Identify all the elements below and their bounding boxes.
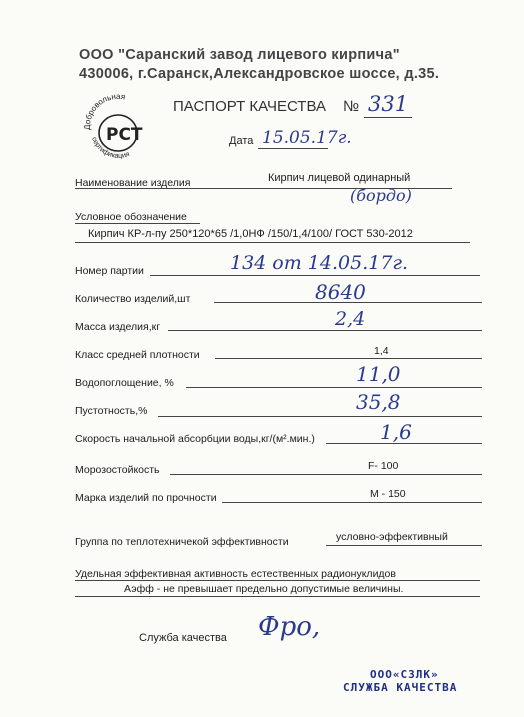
density-class-label: Класс средней плотности [75, 349, 200, 361]
stamp-line-2: СЛУЖБА КАЧЕСТВА [343, 681, 458, 694]
company-address: 430006, г.Саранск,Александровское шоссе, д.35. [79, 66, 440, 82]
passport-number: 331 [368, 92, 409, 116]
rst-logo-icon [80, 94, 156, 164]
logo-mark: РСТ [106, 125, 143, 145]
product-name-label: Наименование изделия [75, 177, 191, 189]
mass-label: Масса изделия,кг [75, 321, 161, 333]
batch-label: Номер партии [75, 265, 144, 277]
product-color-note: (бордо) [350, 186, 412, 205]
stamp-line-1: ООО«СЗЛК» [370, 668, 439, 681]
strength-grade-label: Марка изделий по прочности [75, 492, 217, 504]
water-absorption-value: 11,0 [356, 362, 401, 386]
passport-title: ПАСПОРТ КАЧЕСТВА [173, 98, 326, 115]
signature: Фро, [258, 612, 321, 642]
strength-grade-value: М - 150 [370, 488, 406, 500]
company-name: ООО "Саранский завод лицевого кирпича" [79, 47, 400, 63]
radioactivity-value: Аэфф - не превышает предельно допустимые величины. [124, 583, 404, 595]
product-name-value: Кирпич лицевой одинарный [268, 172, 411, 184]
absorption-speed-value: 1,6 [380, 420, 412, 444]
frost-resistance-label: Морозостойкость [75, 464, 160, 476]
mass-value: 2,4 [335, 308, 366, 330]
date-label: Дата [229, 135, 254, 147]
voidness-value: 35,8 [356, 390, 401, 414]
logo-bottom-text: сертификация [90, 136, 131, 160]
radioactivity-label: Удельная эффективная активность естественных радионуклидов [75, 568, 396, 580]
batch-value: 134 от 14.05.17г. [230, 252, 409, 274]
voidness-label: Пустотность,% [75, 405, 148, 417]
quality-service-label: Служба качества [139, 632, 227, 644]
thermal-group-value: условно-эффективный [336, 531, 448, 543]
number-sign: № [343, 98, 360, 115]
absorption-speed-label: Скорость начальной абсорбции воды,кг/(м².мин.) [75, 433, 315, 445]
water-absorption-label: Водопоглощение, % [75, 377, 174, 389]
frost-resistance-value: F- 100 [368, 460, 399, 472]
quantity-value: 8640 [315, 280, 366, 304]
logo-top-text: Добровольная [82, 94, 126, 131]
certification-logo [80, 94, 156, 164]
thermal-group-label: Группа по теплотехничекой эффективности [75, 536, 289, 548]
designation-label: Условное обозначение [75, 211, 187, 223]
density-class-value: 1,4 [374, 345, 389, 357]
quantity-label: Количество изделий,шт [75, 293, 191, 305]
passport-date: 15.05.17г. [262, 128, 352, 148]
designation-value: Кирпич КР-л-пу 250*120*65 /1,0НФ /150/1,4/100/ ГОСТ 530-2012 [88, 228, 413, 240]
